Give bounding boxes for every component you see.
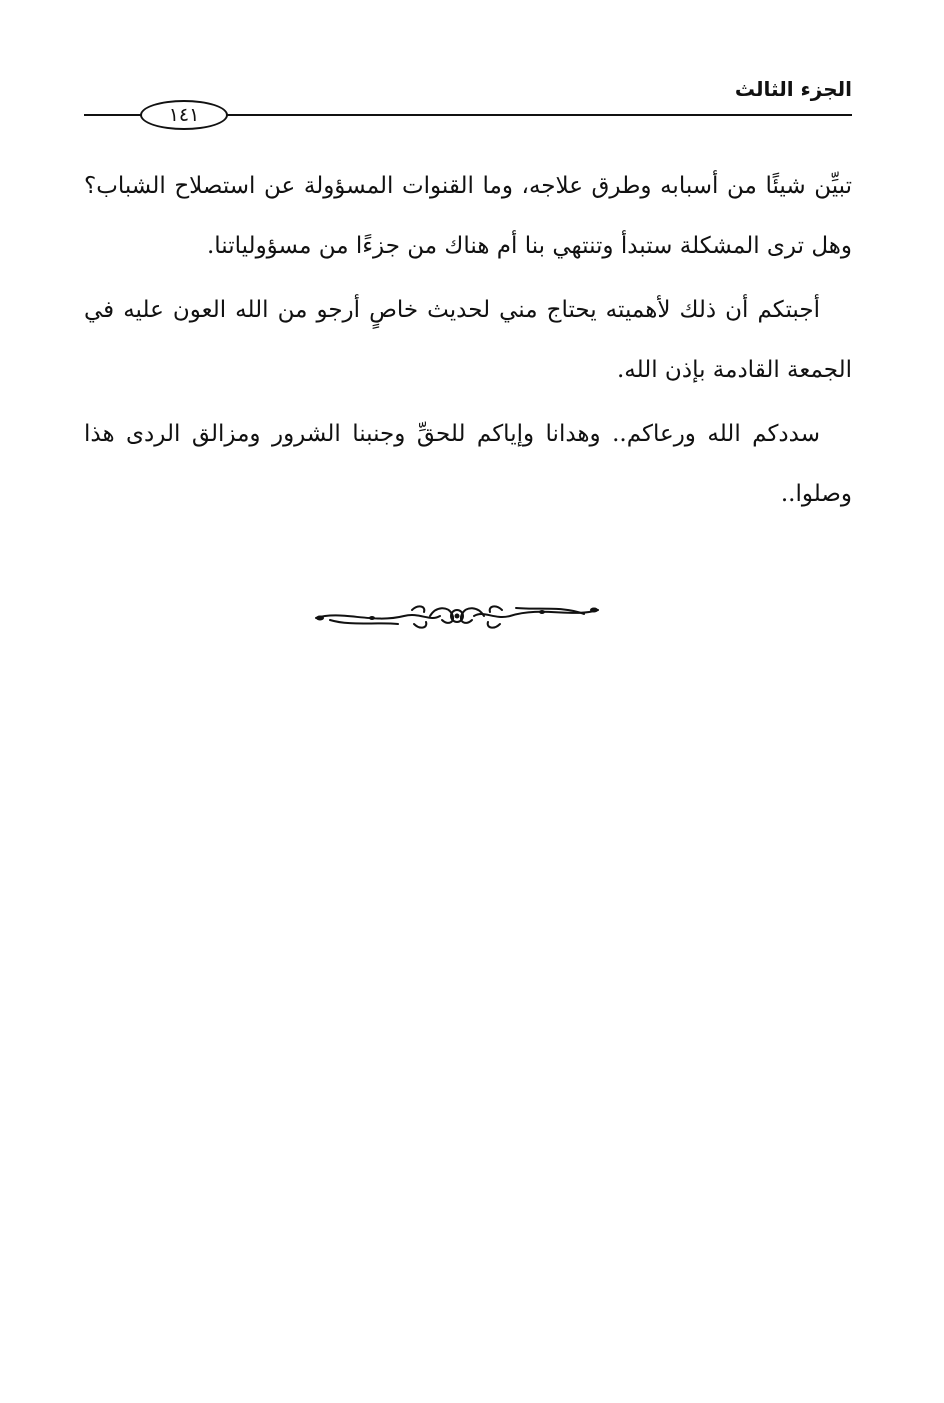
paragraph: تبيِّن شيئًا من أسبابه وطرق علاجه، وما القنوات المسؤولة عن استصلاح الشباب؟ وهل ترى المشكلة ستبدأ وتنتهي بنا أم هناك من جزءًا من مسؤولياتنا. (84, 173, 852, 259)
main-text (84, 156, 852, 528)
page-header (84, 72, 852, 132)
page-number: ١٤١ (140, 100, 228, 130)
decorative-divider-icon (312, 596, 602, 636)
paragraph: أجبتكم أن ذلك لأهميته يحتاج مني لحديث خاصٍ أرجو من الله العون عليه في الجمعة القادمة بإذن الله. (84, 297, 852, 383)
running-title: الجزء الثالث (734, 77, 852, 101)
paragraph: سددكم الله ورعاكم.. وهدانا وإياكم للحقِّ وجنبنا الشرور ومزالق الردى هذا وصلوا.. (84, 421, 852, 507)
